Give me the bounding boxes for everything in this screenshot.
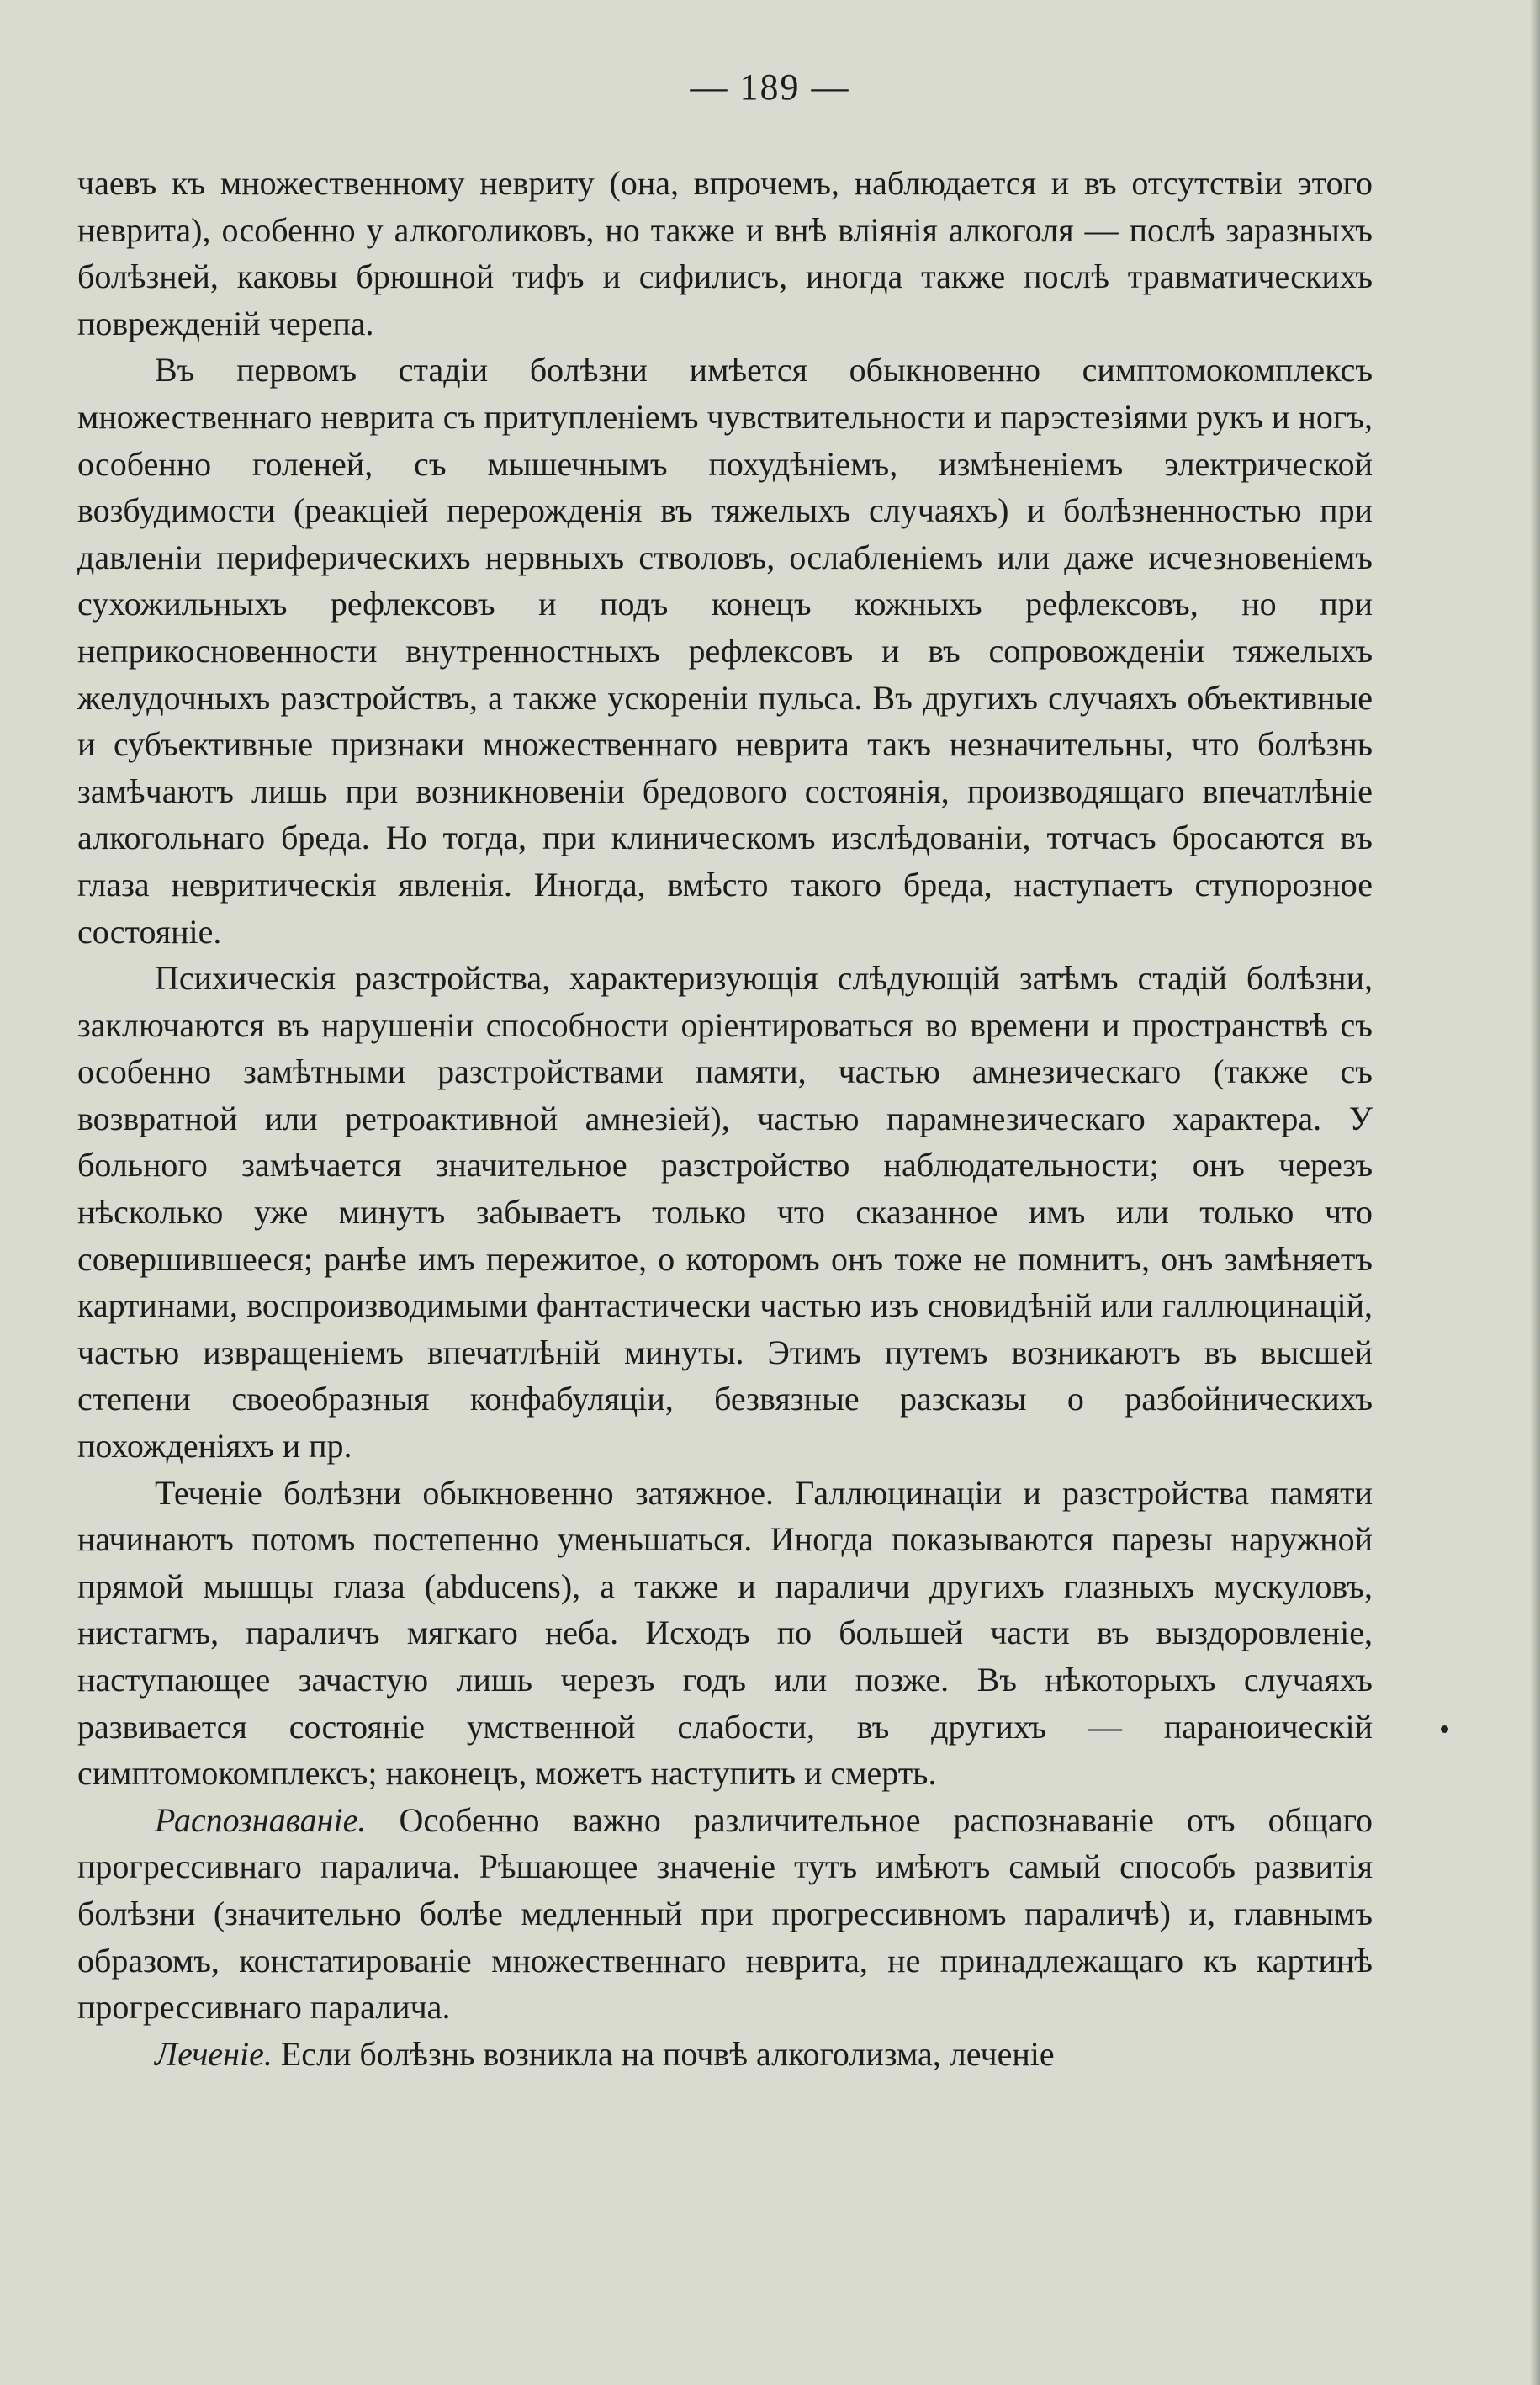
paragraph-text: Если болѣзнь возникла на почвѣ алкоголизма, леченіе [272,2034,1055,2073]
page-edge-shadow [1530,0,1540,2385]
section-heading-treatment: Леченіе. [155,2034,273,2073]
paragraph-text: Въ первомъ стадіи болѣзни имѣется обыкновенно симптомокомплексъ множественнаго неврита съ притупленіемъ чувствительности и парэстезіями рукъ и ногъ, особенно голеней, съ мышечнымъ похудѣніемъ, измѣненіемъ электрической возбудимости (реакціей перерожденія въ тяжелыхъ случаяхъ) и болѣзненностью при давленіи периферическихъ нервныхъ стволовъ, ослабленіемъ или даже исчезновеніемъ сухожильныхъ рефлексовъ и подъ конецъ кожныхъ рефлексовъ, но при неприкосновенности внутренностныхъ рефлексовъ и въ сопровожденіи тяжелыхъ желудочныхъ разстройствъ, а также ускореніи пульса. Въ другихъ случаяхъ объективные и субъективные признаки множественнаго неврита такъ незначительны, что болѣзнь замѣчаютъ лишь при возникновеніи бредового состоянія, производящаго впечатлѣніе алкогольнаго бреда. Но тогда, при клиническомъ изслѣдованіи, тотчасъ бросаются въ глаза невритическія явленія. Иногда, вмѣсто такого бреда, наступаетъ ступорозное состояніе. [77,351,1373,951]
paragraph-text: Теченіе болѣзни обыкновенно затяжное. Галлюцинаціи и разстройства памяти начинаютъ потомъ постепенно уменьшаться. Иногда показываются парезы наружной прямой мышцы глаза (abducens), а также и параличи другихъ глазныхъ мускуловъ, нистагмъ, параличъ мягкаго неба. Исходъ по большей части въ выздоровленіе, наступающее зачастую лишь черезъ годъ или позже. Въ нѣкоторыхъ случаяхъ развивается состояніе умственной слабости, въ другихъ — параноическій симптомокомплексъ; наконецъ, можетъ наступить и смерть. [77,1473,1373,1793]
paragraph-4 [77,1470,1373,1797]
body-text [77,160,1373,2077]
paragraph-text: Психическія разстройства, характеризующія слѣдующій затѣмъ стадій болѣзни, заключаются въ нарушеніи способности оріентироваться во времени и пространствѣ съ особенно замѣтными разстройствами памяти, частью амнезическаго (также съ возвратной или ретроактивной амнезіей), частью парамнезическаго характера. У больного замѣчается значительное разстройство наблюдательности; онъ черезъ нѣсколько уже минутъ забываетъ только что сказанное имъ или только что совершившееся; ранѣе имъ пережитое, о которомъ онъ тоже не помнитъ, онъ замѣняетъ картинами, воспроизводимыми фантастически частью изъ сновидѣній или галлюцинацій, частью извращеніемъ впечатлѣній минуты. Этимъ путемъ возникаютъ въ высшей степени своеобразныя конфабуляціи, безвязные разсказы о разбойническихъ похожденіяхъ и пр. [77,959,1373,1465]
section-heading-diagnosis: Распознаваніе. [155,1800,367,1839]
paragraph-treatment [77,2031,1373,2078]
paragraph-1 [77,160,1373,347]
page-number: — 189 — [690,66,850,108]
paragraph-diagnosis [77,1797,1373,2031]
paragraph-3 [77,955,1373,1470]
paragraph-text: Особенно важно различительное распознаваніе отъ общаго прогрессивнаго паралича. Рѣшающее значеніе тутъ имѣютъ самый способъ развитія болѣзни (значительно болѣе медленный при прогрессивномъ параличѣ) и, главнымъ образомъ, констатированіе множественнаго неврита, не принадлежащаго къ картинѣ прогрессивнаго паралича. [77,1800,1373,2027]
paragraph-2 [77,347,1373,955]
paragraph-text: чаевъ къ множественному невриту (она, впрочемъ, наблюдается и въ отсутствіи этого неврита), особенно у алкоголиковъ, но также и внѣ вліянія алкоголя — послѣ заразныхъ болѣзней, каковы брюшной тифъ и сифилисъ, иногда также послѣ травматическихъ поврежденій черепа. [77,164,1373,342]
ink-speck [1441,1725,1448,1733]
